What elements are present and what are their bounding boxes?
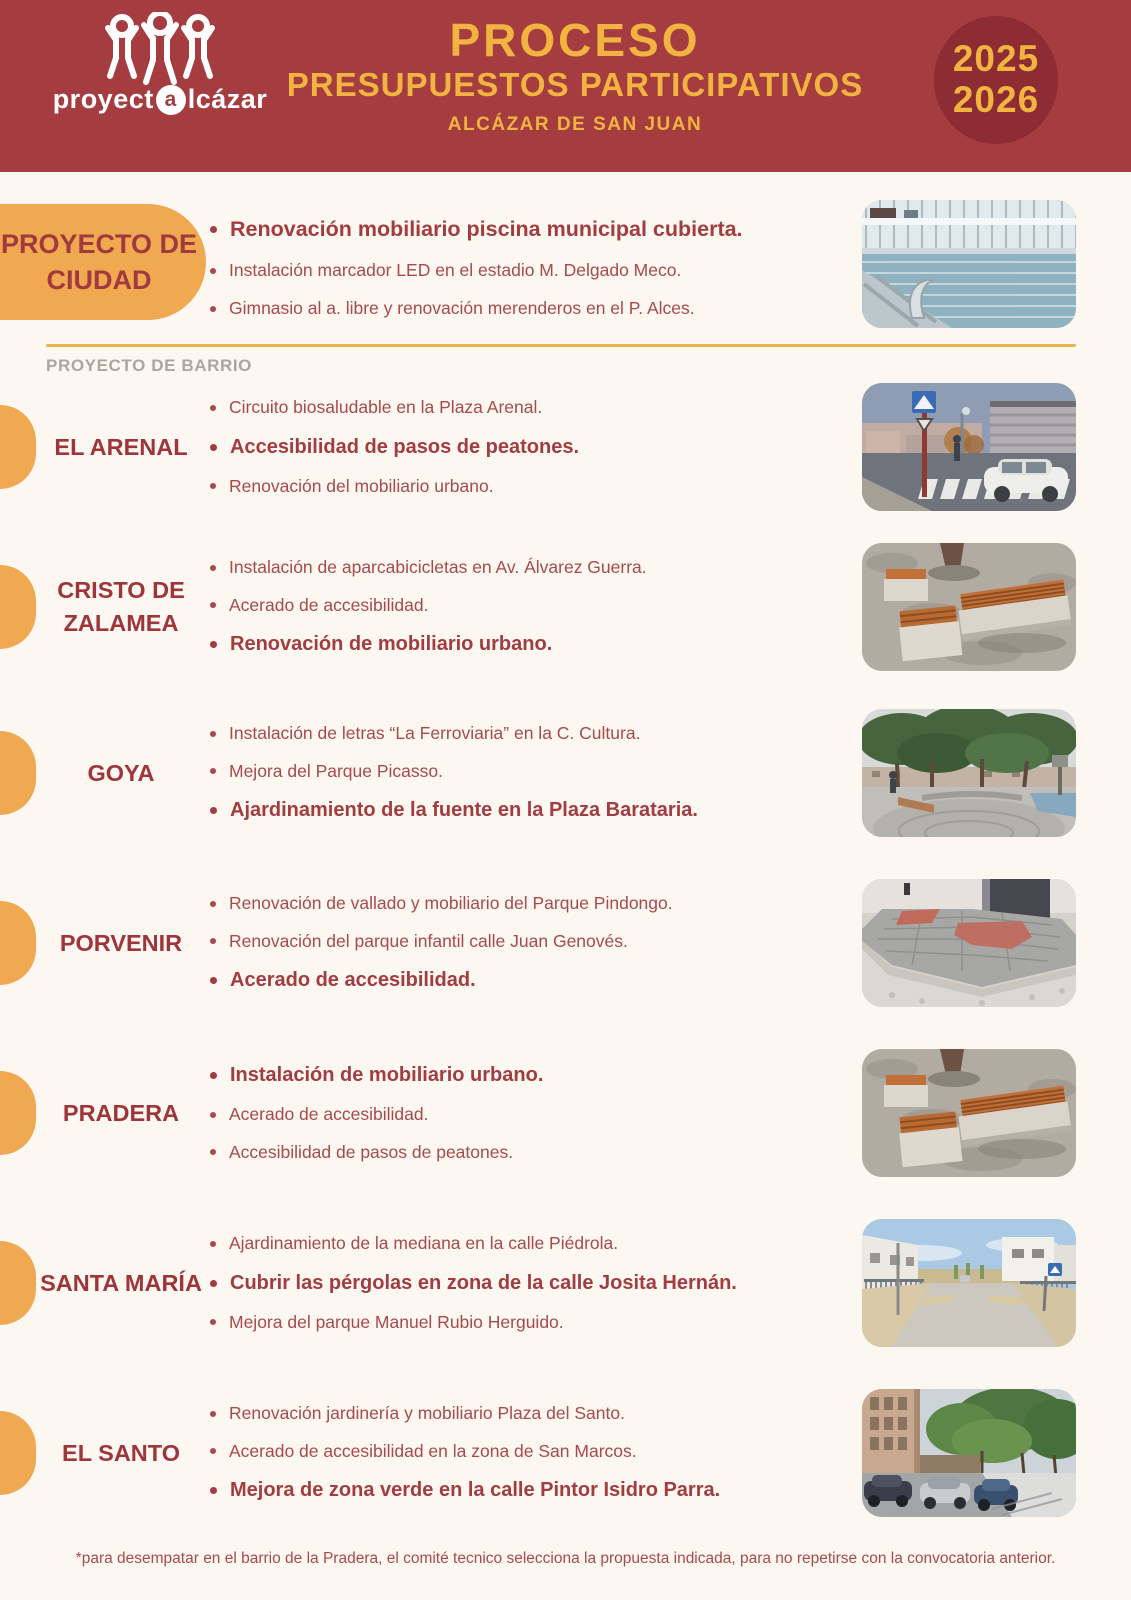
barrio-title-pradera: PRADERA xyxy=(62,1099,180,1126)
bullet-text: Renovación del parque infantil calle Juan Genovés. xyxy=(229,930,628,951)
poster-title-block xyxy=(255,16,895,136)
section-pradera xyxy=(0,1038,1131,1188)
bullet-item xyxy=(210,1063,855,1088)
barrio-title-column xyxy=(36,1378,206,1528)
logo-wordmark xyxy=(30,84,290,115)
bullet-text: Accesibilidad de pasos de peatones. xyxy=(229,1141,514,1162)
bullet-text: Acerado de accesibilidad. xyxy=(230,969,476,992)
barrio-title-column xyxy=(36,372,206,522)
gold-divider xyxy=(46,344,1076,347)
footnote: *para desempatar en el barrio de la Pradera, el comité tecnico selecciona la propuesta indicada, para no repetirse con la convocatoria anterior. xyxy=(75,1550,1056,1567)
bullet-list xyxy=(210,532,855,682)
section-el-santo xyxy=(0,1378,1131,1528)
section-goya xyxy=(0,698,1131,848)
photo-park-plaza xyxy=(862,709,1076,837)
bullet-item xyxy=(210,893,855,915)
year-2025: 2025 xyxy=(952,38,1040,80)
bullet-list xyxy=(210,372,855,522)
bullet-dot xyxy=(210,1112,216,1118)
bullet-dot xyxy=(210,226,217,233)
subtitle-city: ALCÁZAR DE SAN JUAN xyxy=(447,114,703,136)
bullet-list xyxy=(210,868,855,1018)
barrio-title-column xyxy=(36,868,206,1018)
photo-indoor-pool xyxy=(862,200,1076,328)
barrio-title-cristo-de-zalamea: CRISTO DE ZALAMEA xyxy=(57,577,185,636)
photo-street-crossing xyxy=(862,383,1076,511)
barrio-title-column xyxy=(36,532,206,682)
barrio-title-santa-maria: SANTA MARÍA xyxy=(40,1269,202,1296)
section-porvenir xyxy=(0,868,1131,1018)
bullet-text: Renovación de vallado y mobiliario del Parque Pindongo. xyxy=(229,892,673,913)
logo-text-part2: lcázar xyxy=(187,84,268,114)
bullet-list xyxy=(210,698,855,848)
bullet-item xyxy=(210,723,855,745)
bullet-item xyxy=(210,435,855,460)
bullet-dot xyxy=(210,977,217,984)
orange-bump xyxy=(0,405,36,489)
bullet-dot xyxy=(210,1448,216,1454)
bullet-item xyxy=(210,298,855,320)
barrio-title-el-santo: EL SANTO xyxy=(62,1439,180,1466)
bullet-text: Cubrir las pérgolas en zona de la calle Josita Hernán. xyxy=(230,1271,737,1294)
orange-bump xyxy=(0,731,36,815)
bullet-dot xyxy=(210,483,216,489)
photo-benches xyxy=(862,543,1076,671)
orange-bump xyxy=(0,1071,36,1155)
bullet-item xyxy=(210,1233,855,1255)
bullet-dot xyxy=(210,306,216,312)
photo-tree-street xyxy=(862,1389,1076,1517)
bullet-item xyxy=(210,216,855,243)
bullet-text: Renovación del mobiliario urbano. xyxy=(229,475,494,496)
bullet-item xyxy=(210,476,855,498)
bullet-text: Ajardinamiento de la fuente en la Plaza Barataria. xyxy=(230,799,698,822)
bullet-dot xyxy=(210,1280,217,1287)
bullet-dot xyxy=(210,444,217,451)
bullet-item xyxy=(210,1312,855,1334)
bullet-text: Mejora del Parque Picasso. xyxy=(229,760,443,781)
people-figures-icon xyxy=(80,12,240,86)
section-el-arenal xyxy=(0,372,1131,522)
bullet-text: Instalación marcador LED en el estadio M. Delgado Meco. xyxy=(229,259,682,280)
bullet-item xyxy=(210,1271,855,1296)
bullet-list xyxy=(210,1208,855,1358)
bullet-text: Ajardinamiento de la mediana en la calle Piédrola. xyxy=(229,1232,619,1253)
bullet-item xyxy=(210,1478,855,1503)
orange-bump xyxy=(0,1241,36,1325)
barrio-heading: PROYECTO DE BARRIO xyxy=(46,356,253,375)
bullet-item xyxy=(210,1104,855,1126)
city-project-label: PROYECTO DE CIUDAD xyxy=(0,228,198,295)
bullet-list xyxy=(210,1038,855,1188)
bullet-item xyxy=(210,1403,855,1425)
orange-bump xyxy=(0,565,36,649)
bullet-item xyxy=(210,632,855,657)
bullet-text: Instalación de aparcabicicletas en Av. Álvarez Guerra. xyxy=(229,556,647,577)
bullet-text: Acerado de accesibilidad. xyxy=(229,594,429,615)
years-badge xyxy=(934,16,1058,144)
bullet-item xyxy=(210,595,855,617)
city-project-label-blob xyxy=(0,204,206,320)
bullet-item xyxy=(210,798,855,823)
year-2026: 2026 xyxy=(952,79,1040,120)
bullet-item xyxy=(210,968,855,993)
header-banner xyxy=(0,0,1131,172)
bullet-dot xyxy=(210,405,216,411)
barrio-title-column xyxy=(36,698,206,848)
barrio-title-goya: GOYA xyxy=(87,759,155,786)
bullet-text: Renovación jardinería y mobiliario Plaza del Santo. xyxy=(229,1402,625,1423)
bullet-text: Mejora de zona verde en la calle Pintor Isidro Parra. xyxy=(230,1479,721,1502)
logo-circle-a: a xyxy=(156,85,186,115)
bullet-text: Acerado de accesibilidad en la zona de San Marcos. xyxy=(229,1440,637,1461)
section-cristo-de-zalamea xyxy=(0,532,1131,682)
barrio-title-porvenir: PORVENIR xyxy=(59,929,183,956)
photo-benches xyxy=(862,1049,1076,1177)
bullet-dot xyxy=(210,1487,217,1494)
bullet-item xyxy=(210,260,855,282)
bullet-dot xyxy=(210,807,217,814)
bullet-item xyxy=(210,397,855,419)
barrio-title-column xyxy=(36,1208,206,1358)
bullet-dot xyxy=(210,565,216,571)
section-santa-maria xyxy=(0,1208,1131,1358)
photo-new-street xyxy=(862,1219,1076,1347)
bullet-list xyxy=(210,1378,855,1528)
barrio-title-el-arenal: EL ARENAL xyxy=(54,433,188,460)
bullet-item xyxy=(210,1142,855,1164)
bullet-text: Gimnasio al a. libre y renovación merenderos en el P. Alces. xyxy=(229,298,695,319)
bullet-dot xyxy=(210,1072,217,1079)
bullet-dot xyxy=(210,768,216,774)
bullet-dot xyxy=(210,1411,216,1417)
bullet-text: Mejora del parque Manuel Rubio Herguido. xyxy=(229,1311,564,1332)
bullet-item xyxy=(210,1441,855,1463)
bullet-dot xyxy=(210,731,216,737)
bullet-text: Accesibilidad de pasos de peatones. xyxy=(230,435,580,458)
bullet-dot xyxy=(210,268,216,274)
bullet-text: Circuito biosaludable en la Plaza Arenal. xyxy=(229,396,543,417)
orange-bump xyxy=(0,1411,36,1495)
bullet-item xyxy=(210,557,855,579)
photo-accessible-sidewalk xyxy=(862,879,1076,1007)
bullet-text: Instalación de mobiliario urbano. xyxy=(230,1063,544,1086)
logo-text-part1: proyect xyxy=(52,84,154,114)
bullet-dot xyxy=(210,1149,216,1155)
barrio-title-column xyxy=(36,1038,206,1188)
bullet-text: Renovación de mobiliario urbano. xyxy=(230,633,553,656)
bullet-dot xyxy=(210,602,216,608)
bullet-text: Instalación de letras “La Ferroviaria” en la C. Cultura. xyxy=(229,722,641,743)
bullet-item xyxy=(210,761,855,783)
bullet-text: Acerado de accesibilidad. xyxy=(229,1103,429,1124)
bullet-dot xyxy=(210,1319,216,1325)
bullet-item xyxy=(210,931,855,953)
bullet-dot xyxy=(210,641,217,648)
city-project-bullet-list xyxy=(210,214,855,322)
orange-bump xyxy=(0,901,36,985)
bullet-dot xyxy=(210,1241,216,1247)
title-presupuestos: PRESUPUESTOS PARTICIPATIVOS xyxy=(286,66,864,104)
proyecta-alcazar-logo xyxy=(30,12,290,115)
bullet-dot xyxy=(210,901,216,907)
title-proceso: PROCESO xyxy=(449,14,701,66)
bullet-dot xyxy=(210,938,216,944)
bullet-text: Renovación mobiliario piscina municipal cubierta. xyxy=(230,217,743,241)
